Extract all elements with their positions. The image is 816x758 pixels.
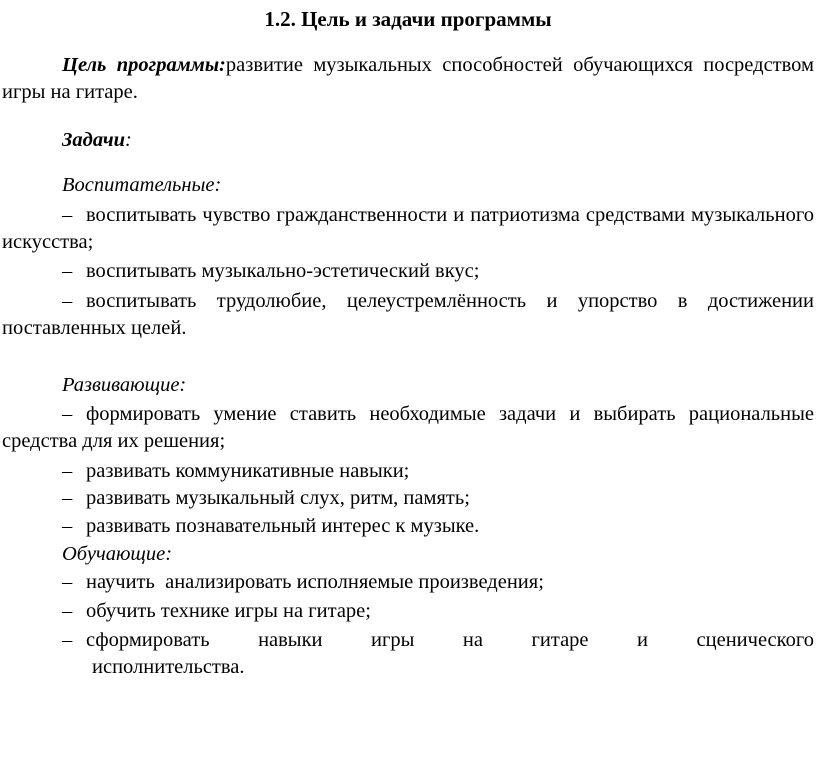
developmental-heading: Развивающие: (62, 374, 187, 396)
list-item: – развивать музыкальный слух, ритм, память; (2, 485, 814, 512)
list-item: – научить анализировать исполняемые произведения; (2, 569, 814, 596)
list-item: – воспитывать музыкально-эстетический вкус; (2, 258, 814, 285)
list-item-first-line: – сформировать навыки игры на гитаре и сценического (62, 627, 814, 654)
tasks-heading-line (62, 127, 132, 154)
goal-text: развитие музыкальных способностей обучающихся посредством игры на гитаре. (2, 54, 814, 103)
list-item: – воспитывать трудолюбие, целеустремлённость и упорство в достижении поставленных целей. (2, 290, 814, 339)
dash-marker: – (62, 487, 73, 509)
dash-marker: – (62, 290, 73, 312)
goal-label: Цель программы: (62, 54, 226, 76)
dash-marker: – (62, 460, 73, 482)
dash-marker: – (62, 629, 73, 651)
goal-paragraph (2, 52, 814, 106)
list-item: – развивать познавательный интерес к музыке. (2, 513, 814, 540)
list-item-continuation: исполнительства. (92, 656, 245, 678)
tasks-heading: Задачи (62, 129, 125, 151)
dash-marker: – (62, 260, 73, 282)
teaching-heading: Обучающие: (62, 543, 173, 565)
list-item: – обучить технике игры на гитаре; (2, 598, 814, 625)
dash-marker: – (62, 600, 73, 622)
list-item (62, 627, 814, 681)
dash-marker: – (62, 571, 73, 593)
dash-marker: – (62, 515, 73, 537)
list-item: – воспитывать чувство гражданственности и патриотизма средствами музыкального искусства; (2, 204, 814, 253)
educational-heading: Воспитательные: (62, 174, 222, 196)
section-title: 1.2. Цель и задачи программы (264, 7, 552, 31)
list-item: – развивать коммуникативные навыки; (2, 458, 814, 485)
tasks-colon: : (125, 129, 132, 151)
dash-marker: – (62, 204, 73, 226)
list-item: – формировать умение ставить необходимые задачи и выбирать рациональные средства для их решения; (2, 403, 814, 452)
dash-marker: – (62, 403, 73, 425)
